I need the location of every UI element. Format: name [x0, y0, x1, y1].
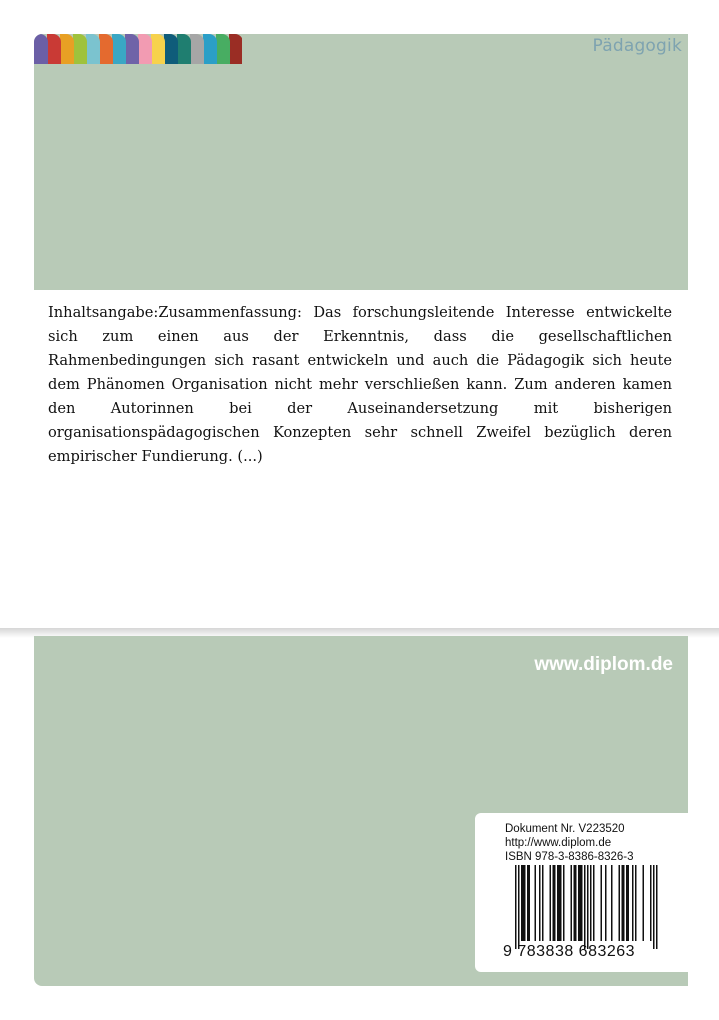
color-tab	[177, 34, 191, 64]
color-tab	[190, 34, 204, 64]
barcode-bar	[521, 865, 523, 941]
barcode-bar	[593, 865, 595, 941]
barcode-digits: 9 783838 683263	[503, 943, 636, 960]
color-tab	[60, 34, 74, 64]
barcode-bar	[542, 865, 544, 941]
barcode-bar	[605, 865, 607, 941]
barcode-bar	[554, 865, 556, 941]
barcode-bar	[650, 865, 652, 941]
color-tab	[125, 34, 139, 64]
publisher-website[interactable]: www.diplom.de	[534, 654, 673, 675]
document-number: Dokument Nr. V223520	[505, 823, 625, 835]
barcode-bar	[571, 865, 573, 941]
color-tab	[73, 34, 87, 64]
barcode-bar	[539, 865, 541, 941]
barcode-bar	[584, 865, 586, 949]
barcode-bar	[626, 865, 628, 941]
barcode-bar	[590, 865, 592, 941]
barcode-bar	[587, 865, 589, 949]
isbn-text: ISBN 978-3-8386-8326-3	[505, 851, 634, 863]
barcode-bar	[563, 865, 565, 941]
color-tab	[216, 34, 230, 64]
book-description: Inhaltsangabe:Zusammenfassung: Das forschungsleitende Interesse entwickelte sich zum einen aus der Erkenntnis, dass die gesellschaftlichen Rahmenbedingungen sich rasant entwickeln und auch die Pädagogik sich heute dem Phänomen Organisation nicht mehr verschließen kann. Zum anderen kamen den Autorinnen bei der Auseinandersetzung mit bisherigen organisationspädagogischen Konzepten sehr schnell Zweifel bezüglich deren empirischer Fundierung. (...)	[48, 304, 672, 465]
barcode-bar	[578, 865, 580, 941]
barcode-bar	[559, 865, 561, 941]
barcode-bar	[523, 865, 525, 941]
color-tab	[229, 34, 242, 64]
barcode-bar	[653, 865, 655, 949]
barcode-bar	[524, 865, 526, 941]
barcode-bar	[580, 865, 582, 941]
barcode-bar	[623, 865, 625, 941]
barcode-image	[503, 865, 669, 951]
color-tab	[47, 34, 61, 64]
barcode-bar	[601, 865, 603, 941]
barcode-box	[475, 813, 689, 972]
barcode-bar	[656, 865, 658, 949]
barcode-bar	[557, 865, 559, 941]
color-tab	[86, 34, 100, 64]
barcode-bar	[611, 865, 613, 941]
color-tab	[203, 34, 217, 64]
category-label: Pädagogik	[592, 36, 682, 56]
color-tab	[112, 34, 126, 64]
barcode-bar	[632, 865, 634, 941]
barcode-bar	[643, 865, 645, 941]
barcode-bar	[550, 865, 552, 941]
barcode-bar	[619, 865, 621, 941]
barcode-bar	[574, 865, 576, 941]
barcode-bar	[635, 865, 637, 941]
color-tab	[138, 34, 152, 64]
color-tab	[151, 34, 165, 64]
barcode-bar	[560, 865, 562, 941]
color-tab	[164, 34, 178, 64]
barcode-bar	[622, 865, 624, 941]
barcode-bar	[575, 865, 577, 941]
barcode-bar	[628, 865, 630, 941]
barcode-bar	[527, 865, 529, 941]
cover-top-panel	[34, 34, 688, 290]
color-tab	[34, 34, 48, 64]
barcode-bar	[529, 865, 531, 941]
color-tab-strip	[34, 34, 242, 64]
barcode-bar	[515, 865, 517, 949]
document-url: http://www.diplom.de	[505, 837, 612, 849]
barcode-bar	[518, 865, 520, 949]
barcode-bar	[553, 865, 555, 941]
color-tab	[99, 34, 113, 64]
barcode-bar	[535, 865, 537, 941]
barcode-bar	[581, 865, 583, 941]
